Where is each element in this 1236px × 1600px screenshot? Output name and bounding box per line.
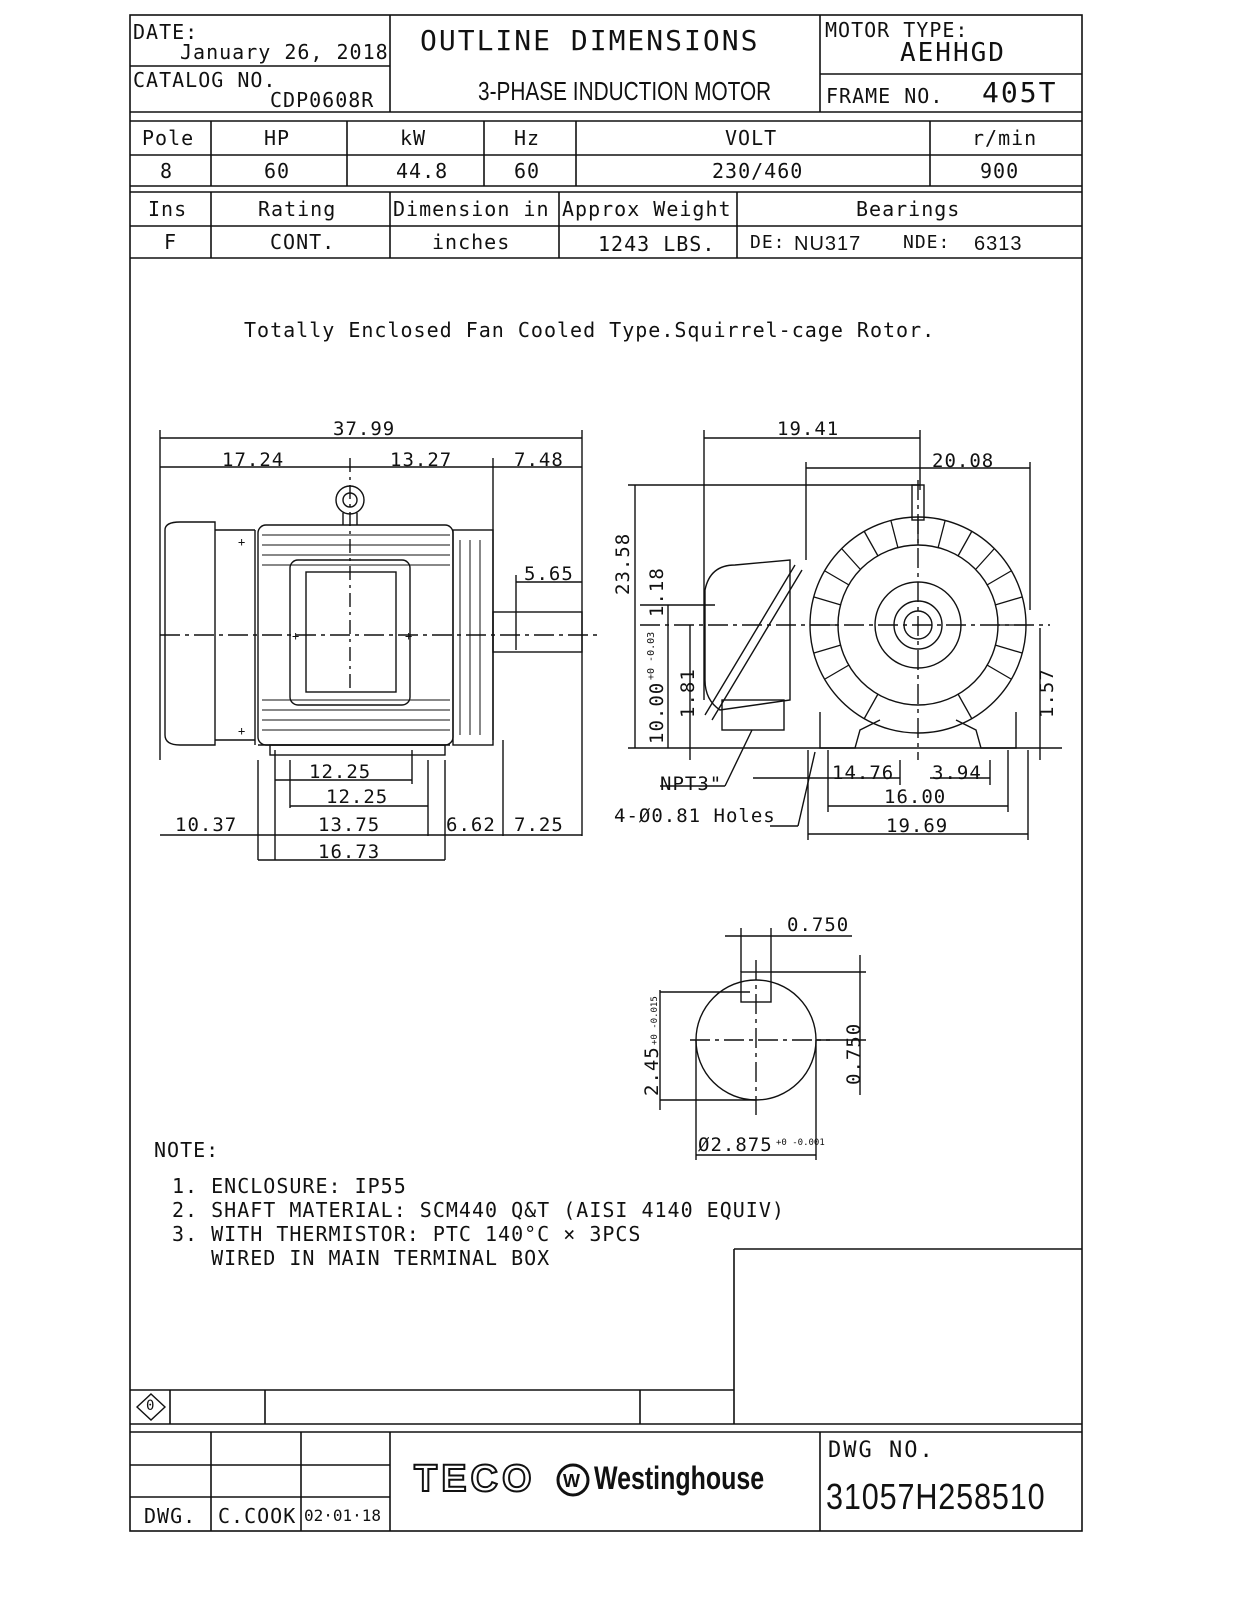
drawn-date: 02·01·18 bbox=[304, 1506, 382, 1525]
spec-header: Hz bbox=[514, 126, 541, 150]
spec-value: CONT. bbox=[270, 230, 336, 254]
dwg-number: 31057H258510 bbox=[826, 1476, 1046, 1517]
dim-19-41: 19.41 bbox=[777, 418, 840, 440]
spec-header: r/min bbox=[972, 126, 1038, 150]
note-item: 1. ENCLOSURE: IP55 bbox=[172, 1174, 407, 1198]
dim-16-73: 16.73 bbox=[318, 841, 381, 863]
spec-value: inches bbox=[432, 230, 511, 254]
catalog-value: CDP0608R bbox=[270, 88, 375, 112]
note-item: 2. SHAFT MATERIAL: SCM440 Q&T (AISI 4140 EQUIV) bbox=[172, 1198, 785, 1222]
spec-header: Ins bbox=[148, 197, 188, 221]
westinghouse-wordmark: Westinghouse bbox=[594, 1460, 765, 1496]
svg-text:+: + bbox=[405, 629, 413, 643]
keyway-depth: 2.45 bbox=[641, 1046, 663, 1096]
de-label: DE: bbox=[750, 232, 786, 253]
spec-header: Pole bbox=[142, 126, 195, 150]
dim-10-37: 10.37 bbox=[175, 814, 238, 836]
spec-value: 1243 LBS. bbox=[598, 232, 716, 256]
svg-text:+: + bbox=[238, 535, 246, 549]
spec-header: Approx Weight bbox=[562, 197, 732, 221]
dim-16-00: 16.00 bbox=[884, 786, 947, 808]
dim-13-75: 13.75 bbox=[318, 814, 381, 836]
spec-header: Rating bbox=[258, 197, 337, 221]
keyway-depth-tolerance: +0 -0.015 bbox=[650, 996, 660, 1045]
svg-text:+: + bbox=[238, 724, 246, 738]
dim-6-62: 6.62 bbox=[446, 814, 496, 836]
spec-value: 230/460 bbox=[712, 159, 804, 183]
spec-value: 60 bbox=[264, 159, 291, 183]
keyway-width: 0.750 bbox=[787, 914, 850, 936]
spec-header: HP bbox=[264, 126, 291, 150]
dim-13-27: 13.27 bbox=[390, 449, 453, 471]
npt-label: NPT3" bbox=[660, 773, 723, 795]
frame-label: FRAME NO. bbox=[826, 84, 944, 108]
spec-header: Dimension in bbox=[393, 197, 550, 221]
dim-foot-height: 1.81 bbox=[677, 668, 699, 718]
spec-value: 8 bbox=[160, 159, 174, 183]
dim-12-25-a: 12.25 bbox=[309, 761, 372, 783]
motor-description: Totally Enclosed Fan Cooled Type.Squirrel-cage Rotor. bbox=[244, 318, 936, 342]
nde-label: NDE: bbox=[903, 232, 951, 253]
spec-value: 44.8 bbox=[396, 159, 449, 183]
dim-1-57: 1.57 bbox=[1036, 668, 1058, 718]
note-item: 3. WITH THERMISTOR: PTC 140°C × 3PCS bbox=[172, 1222, 642, 1246]
dim-shaft-length: 5.65 bbox=[524, 563, 574, 585]
dim-7-48: 7.48 bbox=[514, 449, 564, 471]
motor-type-value: AEHHGD bbox=[900, 38, 1006, 68]
frame-value: 405T bbox=[982, 76, 1058, 109]
de-bearing: NU317 bbox=[794, 233, 862, 255]
note-item: WIRED IN MAIN TERMINAL BOX bbox=[172, 1246, 551, 1270]
drawing-title: OUTLINE DIMENSIONS bbox=[420, 24, 760, 57]
motor-type-label: MOTOR TYPE: bbox=[825, 18, 969, 42]
westinghouse-logo-icon bbox=[556, 1463, 590, 1497]
dim-shaft-height: 1.18 bbox=[646, 567, 668, 617]
dwg-label: DWG. bbox=[144, 1504, 197, 1528]
svg-text:+: + bbox=[292, 629, 300, 643]
dim-overall-height: 23.58 bbox=[612, 532, 634, 595]
dim-12-25-b: 12.25 bbox=[326, 786, 389, 808]
date-label: DATE: bbox=[133, 20, 199, 44]
notes-heading: NOTE: bbox=[154, 1138, 220, 1162]
date-value: January 26, 2018 bbox=[180, 40, 389, 64]
spec-value: 60 bbox=[514, 159, 541, 183]
drawing-subtitle: 3-PHASE INDUCTION MOTOR bbox=[478, 76, 772, 106]
dim-3-94: 3.94 bbox=[932, 762, 982, 784]
catalog-label: CATALOG NO. bbox=[133, 68, 277, 92]
spec-header: kW bbox=[400, 126, 427, 150]
drawn-by: C.COOK bbox=[218, 1504, 297, 1528]
dim-19-69: 19.69 bbox=[886, 815, 949, 837]
dim-14-76: 14.76 bbox=[832, 762, 895, 784]
dwg-no-label: DWG NO. bbox=[828, 1438, 935, 1463]
teco-logo: TECO bbox=[414, 1458, 536, 1500]
nde-bearing: 6313 bbox=[974, 233, 1023, 255]
spec-value: F bbox=[164, 230, 178, 254]
dim-20-08: 20.08 bbox=[932, 450, 995, 472]
dim-17-24: 17.24 bbox=[222, 449, 285, 471]
spec-value: 900 bbox=[980, 159, 1020, 183]
shaft-diameter: Ø2.875 bbox=[698, 1134, 773, 1156]
dim-shaft-tolerance: +0 -0.03 bbox=[646, 631, 657, 680]
svg-text:W: W bbox=[563, 1471, 580, 1491]
dim-center-height: 10.00 bbox=[646, 681, 668, 744]
keyway-height: 0.750 bbox=[843, 1022, 865, 1085]
spec-header: VOLT bbox=[725, 126, 778, 150]
dim-7-25: 7.25 bbox=[514, 814, 564, 836]
dim-overall-length: 37.99 bbox=[333, 418, 396, 440]
revision-number: 0 bbox=[146, 1398, 155, 1414]
mounting-holes-label: 4-Ø0.81 Holes bbox=[614, 805, 776, 827]
spec-header: Bearings bbox=[856, 197, 961, 221]
shaft-diameter-tolerance: +0 -0.001 bbox=[776, 1138, 825, 1148]
